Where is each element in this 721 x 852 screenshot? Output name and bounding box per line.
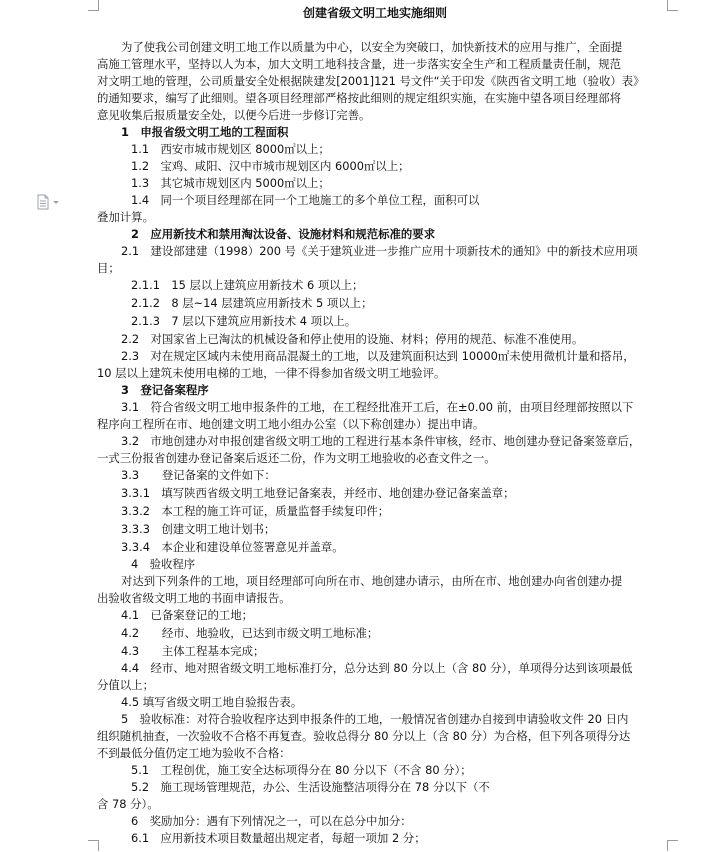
section-heading: 3 登记备案程序 [121, 383, 209, 397]
list-item: 2.3 对在规定区域内未使用商品混凝土的工地，以及建筑面积达到 10000㎡未使用微机计量和搭吊， [121, 349, 635, 363]
list-item: 4.4 经市、地对照省级文明工地标准打分，总分达到 80 分以上（含 80 分），单项得分达到该项最低 [121, 661, 633, 675]
list-item: 1.1 西安市城市规划区 8000㎡以上； [131, 142, 330, 156]
crop-mark-top-right [667, 0, 678, 11]
paragraph-line: 含 78 分）。 [97, 797, 159, 811]
list-item: 4.2 经市、地验收，已达到市级文明工地标准； [121, 626, 379, 640]
section-heading: 2 应用新技术和禁用淘汰设备、设施材料和规范标准的要求 [131, 227, 436, 241]
section-heading: 6 奖励加分：遇有下列情况之一，可以在总分中加分： [131, 814, 412, 828]
list-item: 1.4 同一个项目经理部在同一个工地施工的多个单位工程，面积可以 [131, 193, 480, 207]
paragraph-line: 分值以上； [97, 678, 154, 692]
list-item: 3.1 符合省级文明工地申报条件的工地，在工程经批准开工后，在±0.00 前，由项目经理部按照以下 [121, 400, 634, 414]
section-heading: 4 验收程序 [131, 557, 196, 571]
paragraph-line: 不到最低分值仍定工地为验收不合格： [97, 746, 291, 760]
list-item: 2.1.3 7 层以下建筑应用新技术 4 项以上。 [131, 314, 357, 328]
list-item: 4.5 填写省级文明工地自验报告表。 [121, 695, 303, 709]
paragraph-line: 程序向工程所在市、地创建文明工地小组办公室（以下称创建办）提出申请。 [97, 417, 485, 431]
list-item: 3.2 市地创建办对申报创建省级文明工地的工程进行基本条件审核，经市、地创建办登记备案签章后， [121, 434, 641, 448]
paragraph-line: 一式三份报省创建办登记备案后返还二份，作为文明工地验收的必查文件之一。 [97, 451, 496, 465]
paragraph-line: 意见收集后报质量安全处，以便今后进一步修订完善。 [97, 108, 371, 122]
paragraph-line: 目； [97, 261, 120, 275]
paragraph-line: 的通知要求，编写了此细则。望各项目经理部严格按此细则的规定组织实施，在实施中望各项目经理部将 [97, 91, 621, 105]
document-options-icon[interactable] [36, 194, 62, 210]
list-item: 3.3.4 本企业和建设单位签署意见并盖章。 [121, 540, 344, 554]
list-item: 2.1.2 8 层~14 层建筑应用新技术 5 项以上； [131, 296, 373, 310]
list-item: 1.3 其它城市规划区内 5000㎡以上； [131, 176, 330, 190]
list-item: 3.3.3 创建文明工地计划书； [121, 522, 276, 536]
crop-mark-bottom-left [88, 840, 99, 851]
list-item: 4.1 已备案登记的工地； [121, 608, 254, 622]
paragraph-line: 为了使我公司创建文明工地工作以质量为中心，以安全为突破口，加快新技术的应用与推广，全面提 [121, 40, 623, 54]
crop-mark-top-left [88, 0, 99, 11]
list-item: 5.1 工程创优，施工安全达标项得分在 80 分以下（不含 80 分）； [131, 763, 472, 777]
list-item: 5.2 施工现场管理规范，办公、生活设施整洁项得分在 78 分以下（不 [131, 780, 490, 794]
list-item: 2.2 对国家省上已淘汰的机械设备和停止使用的设施、材料；停用的规范、标准不准使用。 [121, 332, 584, 346]
paragraph-line: 10 层以上建筑未使用电梯的工地，一律不得参加省级文明工地验评。 [97, 366, 446, 380]
paragraph-line: 出验收省级文明工地的书面申请报告。 [97, 591, 291, 605]
paragraph-line: 对文明工地的管理，公司质量安全处根据陕建发[2001]121 号文件“关于印发《陕西省文明工地（验收）表》 [97, 74, 645, 88]
list-item: 3.3.1 填写陕西省级文明工地登记备案表，并经市、地创建办登记备案盖章； [121, 486, 515, 500]
list-item: 6.1 应用新技术项目数量超出规定者，每超一项加 2 分； [131, 831, 426, 845]
crop-mark-bottom-right [667, 840, 678, 851]
list-item: 3.3.2 本工程的施工许可证，质量监督手续复印件； [121, 504, 390, 518]
section-heading: 1 申报省级文明工地的工程面积 [121, 125, 289, 139]
list-item: 2.1.1 15 层以上建筑应用新技术 6 项以上； [131, 278, 364, 292]
list-item: 5 验收标准：对符合验收程序达到申报条件的工地，一般情况省创建办自接到申请验收文件 20 日内 [121, 712, 629, 726]
paragraph-line: 对达到下列条件的工地，项目经理部可向所在市、地创建办请示，由所在市、地创建办向省创建办提 [121, 574, 623, 588]
document-title: 创建省级文明工地实施细则 [303, 6, 448, 20]
list-item: 3.3 登记备案的文件如下： [121, 468, 276, 482]
list-item: 4.3 主体工程基本完成； [121, 644, 265, 658]
paragraph-line: 叠加计算。 [97, 210, 154, 224]
list-item: 1.2 宝鸡、咸阳、汉中市城市规划区内 6000㎡以上； [131, 159, 410, 173]
list-item: 2.1 建设部建建（1998）200 号《关于建筑业进一步推广应用十项新技术的通知》中的新技术应用项 [121, 244, 638, 258]
paragraph-line: 高施工管理水平，坚持以人为本，加大文明工地科技含量，进一步落实安全生产和工程质量责任制，规范 [97, 57, 621, 71]
paragraph-line: 组织随机抽查，一次验收不合格不再复查。验收总得分 80 分以上（含 80 分）为合格，但下列各项得分达 [97, 729, 631, 743]
